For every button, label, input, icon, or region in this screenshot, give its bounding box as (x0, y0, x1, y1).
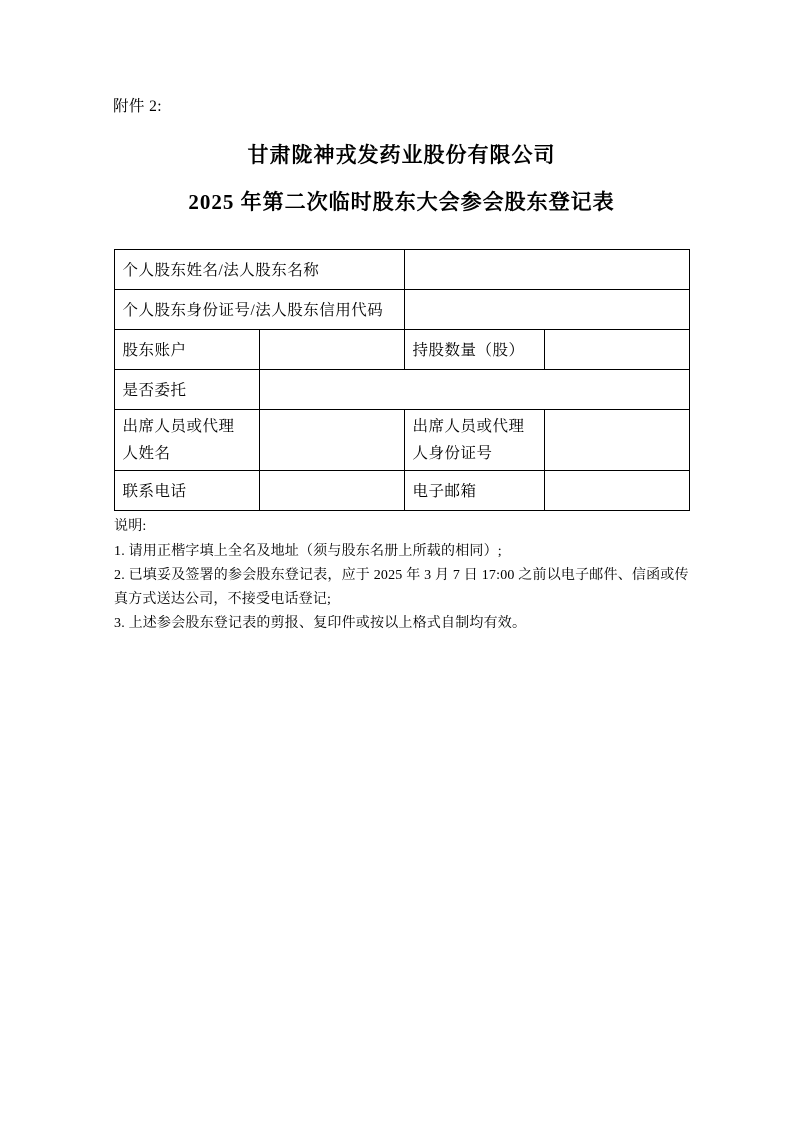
cell-input-phone[interactable] (259, 470, 404, 510)
cell-input-name[interactable] (404, 249, 689, 289)
note-item-1: 1. 请用正楷字填上全名及地址（须与股东名册上所载的相同）; (114, 544, 502, 560)
page-title-form: 2025 年第二次临时股东大会参会股东登记表 (188, 190, 615, 215)
cell-input-attendee-name[interactable] (259, 409, 404, 470)
shareholder-registration-table (114, 249, 690, 511)
table-row (114, 249, 689, 289)
cell-label-phone: 联系电话 (114, 470, 259, 510)
table-row (114, 470, 689, 510)
cell-label-account: 股东账户 (114, 329, 259, 369)
attachment-label: 附件 2: (113, 98, 162, 115)
cell-input-shares[interactable] (544, 329, 689, 369)
notes-heading: 说明: (114, 518, 147, 534)
page-title-company: 甘肃陇神戎发药业股份有限公司 (247, 142, 556, 167)
cell-label-email: 电子邮箱 (404, 470, 544, 510)
cell-input-attendee-id[interactable] (544, 409, 689, 470)
cell-input-email[interactable] (544, 470, 689, 510)
cell-label-id: 个人股东身份证号/法人股东信用代码 (114, 289, 404, 329)
cell-label-attendee-id: 出席人员或代理 人身份证号 (404, 409, 544, 470)
cell-label-name: 个人股东姓名/法人股东名称 (114, 249, 404, 289)
cell-input-entrust[interactable] (259, 369, 689, 409)
table-row (114, 369, 689, 409)
cell-label-attendee-name: 出席人员或代理 人姓名 (114, 409, 259, 470)
cell-input-account[interactable] (259, 329, 404, 369)
table-row (114, 289, 689, 329)
notes-section (114, 515, 689, 636)
cell-label-shares: 持股数量（股） (404, 329, 544, 369)
table-row (114, 329, 689, 369)
cell-input-id[interactable] (404, 289, 689, 329)
cell-label-entrust: 是否委托 (114, 369, 259, 409)
note-item-2: 2. 已填妥及签署的参会股东登记表，应于 2025 年 3 月 7 日 17:00 之前以电子邮件、信函或传真方式送达公司，不接受电话登记; (114, 568, 689, 608)
note-item-3: 3. 上述参会股东登记表的剪报、复印件或按以上格式自制均有效。 (114, 616, 527, 632)
table-row (114, 409, 689, 470)
